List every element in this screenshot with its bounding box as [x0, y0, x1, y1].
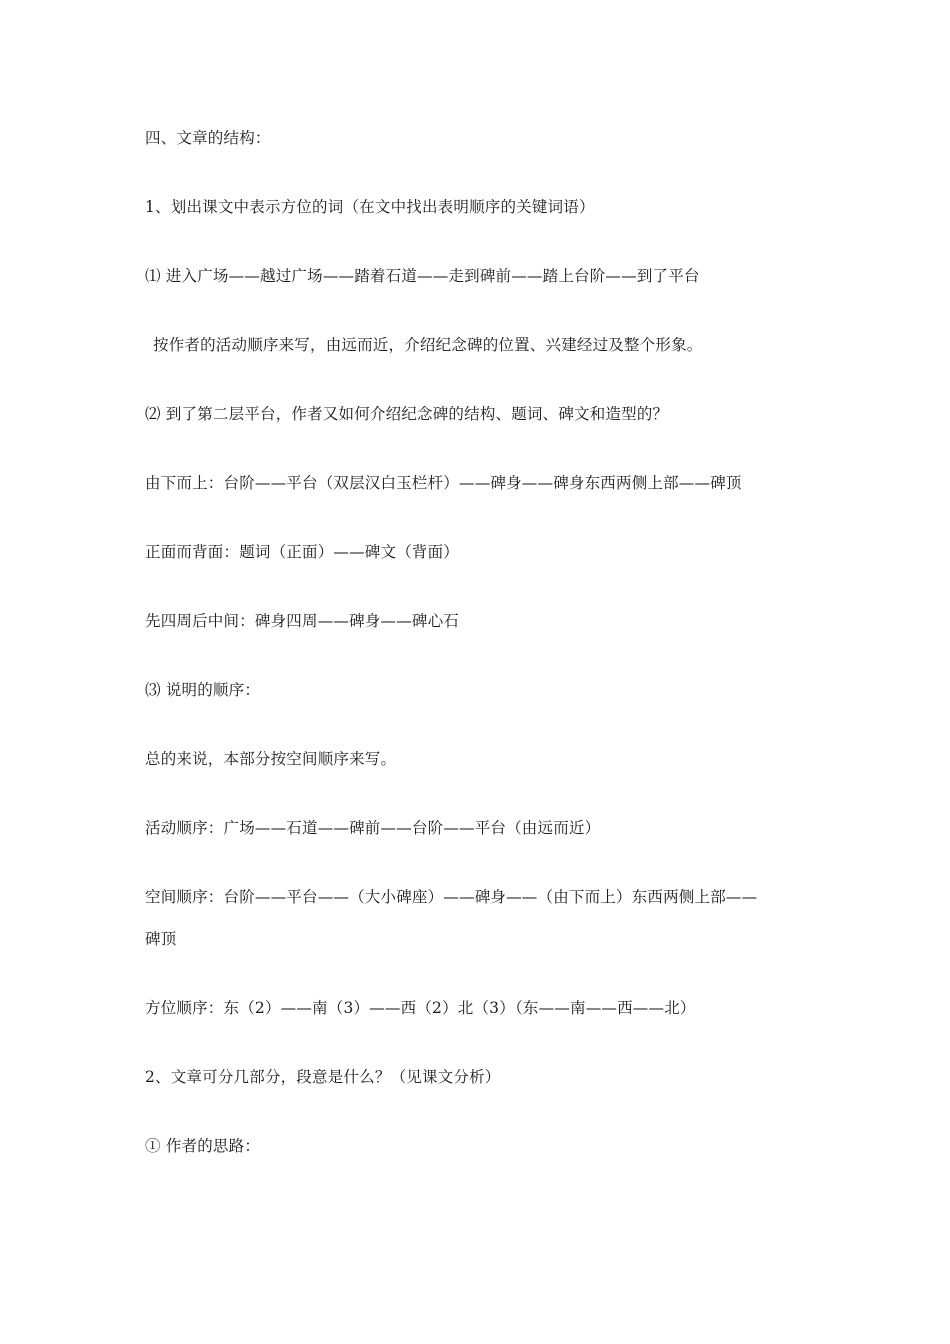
- author-thinking-heading: ① 作者的思路：: [145, 1137, 261, 1155]
- item-1-explanation: 按作者的活动顺序来写，由远而近，介绍纪念碑的位置、兴建经过及整个形象。: [153, 336, 703, 354]
- spatial-order-continued: 碑顶: [145, 930, 177, 948]
- spatial-order: 空间顺序：台阶——平台——（大小碑座）——碑身——（由下而上）东西两侧上部——: [145, 888, 758, 906]
- question-1: 1、划出课文中表示方位的词（在文中找出表明顺序的关键词语）: [145, 198, 595, 216]
- direction-order: 方位顺序：东（2）——南（3）——西（2）北（3）（东——南——西——北）: [145, 999, 696, 1017]
- item-1-sequence: ⑴ 进入广场——越过广场——踏着石道——走到碑前——踏上台阶——到了平台: [145, 267, 700, 285]
- question-2: 2、文章可分几部分，段意是什么？（见课文分析）: [145, 1068, 501, 1086]
- item-2-question: ⑵ 到了第二层平台，作者又如何介绍纪念碑的结构、题词、碑文和造型的？: [145, 405, 669, 423]
- bottom-to-top-order: 由下而上：台阶——平台（双层汉白玉栏杆）——碑身——碑身东西两侧上部——碑顶: [145, 474, 742, 492]
- section-heading: 四、文章的结构：: [145, 129, 271, 147]
- front-to-back-order: 正面而背面：题词（正面）——碑文（背面）: [145, 543, 460, 561]
- outside-to-center-order: 先四周后中间：碑身四周——碑身——碑心石: [145, 612, 460, 630]
- summary-text: 总的来说，本部分按空间顺序来写。: [145, 750, 397, 768]
- activity-order: 活动顺序：广场——石道——碑前——台阶——平台（由远而近）: [145, 819, 601, 837]
- item-3-heading: ⑶ 说明的顺序：: [145, 681, 261, 699]
